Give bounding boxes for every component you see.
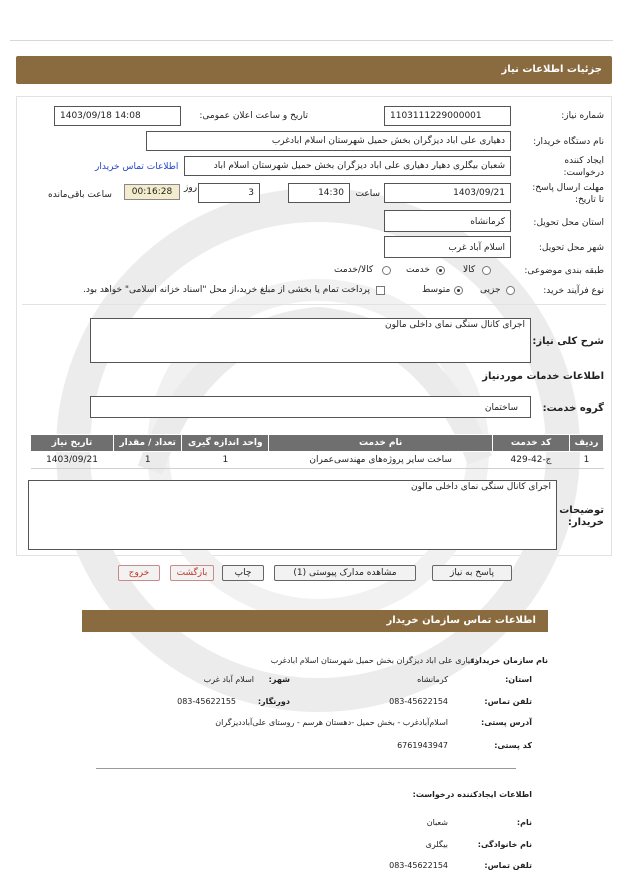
cell-service-name: ساخت سایر پروژه‌های مهندسی‌عمران bbox=[269, 452, 493, 469]
col-service-name: نام خدمت bbox=[269, 435, 493, 452]
province-label: استان محل تحویل: bbox=[533, 218, 604, 228]
creator-phone-label: تلفن تماس: bbox=[484, 861, 532, 870]
contact-section-title: اطلاعات تماس سازمان خریدار bbox=[82, 610, 548, 632]
treasury-checkbox[interactable] bbox=[376, 286, 385, 295]
deadline-date-field: 1403/09/21 bbox=[384, 183, 511, 203]
back-button[interactable]: بازگشت bbox=[170, 565, 214, 581]
category-option-goods-service: کالا/خدمت bbox=[334, 265, 374, 275]
requester-label-line1: ایجاد کننده bbox=[564, 156, 604, 166]
description-label: شرح کلی نیاز: bbox=[532, 336, 604, 347]
cell-quantity: 1 bbox=[114, 452, 182, 469]
creator-phone-value: 083-45622154 bbox=[389, 861, 448, 870]
need-number-field: 1103111229000001 bbox=[384, 106, 511, 126]
top-divider bbox=[10, 40, 613, 41]
contact-city-value: اسلام آباد غرب bbox=[203, 675, 254, 684]
category-label: طبقه بندی موضوعی: bbox=[524, 266, 604, 276]
buyer-org-label: نام دستگاه خریدار: bbox=[533, 137, 604, 147]
col-unit: واحد اندازه گیری bbox=[182, 435, 269, 452]
contact-fax-value: 083-45622155 bbox=[177, 697, 236, 706]
contact-province-label: استان: bbox=[505, 675, 532, 684]
buyer-notes-label-line2: خریدار: bbox=[567, 517, 604, 528]
contact-divider bbox=[96, 768, 516, 769]
cell-unit: 1 bbox=[182, 452, 269, 469]
requester-field: شعبان بیگلری دهیار دهیاری علی اباد دیزگران بخش حمیل شهرستان اسلام اباد bbox=[184, 156, 511, 176]
buyer-contact-link[interactable]: اطلاعات تماس خریدار bbox=[95, 162, 179, 172]
contact-phone-value: 083-45622154 bbox=[389, 697, 448, 706]
page-title: جزئیات اطلاعات نیاز bbox=[16, 56, 612, 84]
deadline-time-field: 14:30 bbox=[288, 183, 350, 203]
table-row bbox=[31, 452, 604, 469]
creator-first-name-value: شعبان bbox=[426, 818, 448, 827]
col-need-date: تاریخ نیاز bbox=[31, 435, 114, 452]
creator-last-name-value: بیگلری bbox=[425, 840, 448, 849]
process-option-minor: جزیی bbox=[480, 285, 501, 295]
process-radio-minor[interactable] bbox=[506, 286, 515, 295]
remaining-label: ساعت باقی‌مانده bbox=[48, 190, 112, 200]
need-number-label: شماره نیاز: bbox=[561, 111, 604, 121]
category-radio-goods-service[interactable] bbox=[382, 266, 391, 275]
description-field: اجرای کانال سنگی نمای داخلی مالون bbox=[90, 318, 531, 363]
contact-fax-label: دورنگار: bbox=[257, 697, 290, 706]
contact-province-value: کرمانشاه bbox=[417, 675, 448, 684]
attachments-button[interactable]: مشاهده مدارک پیوستی (1) bbox=[274, 565, 416, 581]
contact-address-label: آدرس پستی: bbox=[481, 718, 532, 727]
deadline-label-line2: تا تاریخ: bbox=[574, 195, 604, 205]
services-section-title: اطلاعات خدمات موردنیاز bbox=[482, 371, 604, 382]
treasury-note: پرداخت تمام یا بخشی از مبلغ خرید،از محل "اسناد خزانه اسلامی" خواهد بود. bbox=[82, 285, 370, 295]
category-option-goods: کالا bbox=[463, 265, 476, 275]
creator-first-name-label: نام: bbox=[516, 818, 532, 827]
cell-need-date: 1403/09/21 bbox=[31, 452, 114, 469]
creator-section-title: اطلاعات ایجادکننده درخواست: bbox=[412, 790, 532, 799]
cell-row-number: 1 bbox=[569, 452, 603, 469]
exit-button[interactable]: خروج bbox=[118, 565, 160, 581]
service-group-field: ساختمان bbox=[90, 396, 531, 418]
announce-datetime-field: 1403/09/18 14:08 bbox=[54, 106, 181, 126]
city-field: اسلام آباد غرب bbox=[384, 236, 511, 258]
city-label: شهر محل تحویل: bbox=[538, 243, 604, 253]
creator-last-name-label: نام خانوادگی: bbox=[477, 840, 532, 849]
contact-city-label: شهر: bbox=[268, 675, 290, 684]
buyer-org-field: دهیاری علی اباد دیزگران بخش حمیل شهرستان اسلام ابادغرب bbox=[146, 131, 511, 151]
remaining-timer: 00:16:28 bbox=[124, 184, 180, 200]
section-divider bbox=[22, 304, 606, 305]
services-table bbox=[30, 434, 604, 469]
deadline-time-label: ساعت bbox=[355, 189, 380, 199]
announce-datetime-label: تاریخ و ساعت اعلان عمومی: bbox=[199, 111, 308, 121]
col-service-code: کد خدمت bbox=[493, 435, 570, 452]
requester-label-line2: درخواست: bbox=[563, 168, 604, 178]
buyer-notes-field: اجرای کانال سنگی نمای داخلی مالون bbox=[28, 480, 557, 550]
days-left-field: 3 bbox=[198, 183, 260, 203]
province-field: کرمانشاه bbox=[384, 210, 511, 232]
contact-postal-label: کد پستی: bbox=[494, 741, 532, 750]
days-label: روز bbox=[184, 183, 198, 193]
process-option-medium: متوسط bbox=[422, 285, 451, 295]
contact-postal-value: 6761943947 bbox=[397, 741, 448, 750]
col-row-number: ردیف bbox=[569, 435, 603, 452]
deadline-label-line1: مهلت ارسال پاسخ: bbox=[532, 183, 604, 193]
org-name-value: دهیاری علی اباد دیزگران بخش حمیل شهرستان اسلام ابادغرب bbox=[270, 656, 478, 665]
buyer-notes-label-line1: توضیحات bbox=[559, 505, 604, 516]
reply-button[interactable]: پاسخ به نیاز bbox=[432, 565, 512, 581]
print-button[interactable]: چاپ bbox=[222, 565, 264, 581]
col-quantity: تعداد / مقدار bbox=[114, 435, 182, 452]
purchase-process-label: نوع فرآیند خرید: bbox=[543, 286, 604, 296]
contact-address-value: اسلام‌آبادغرب - بخش حمیل -دهستان هرسم - روستای علی‌آباددیزگران bbox=[215, 718, 448, 727]
cell-service-code: ج-42-429 bbox=[493, 452, 570, 469]
org-name-label: نام سازمان خریدار: bbox=[471, 656, 548, 665]
category-radio-goods[interactable] bbox=[482, 266, 491, 275]
process-radio-medium[interactable] bbox=[454, 286, 463, 295]
service-group-label: گروه خدمت: bbox=[542, 403, 604, 414]
contact-phone-label: تلفن تماس: bbox=[484, 697, 532, 706]
category-option-service: خدمت bbox=[406, 265, 430, 275]
category-radio-service[interactable] bbox=[436, 266, 445, 275]
